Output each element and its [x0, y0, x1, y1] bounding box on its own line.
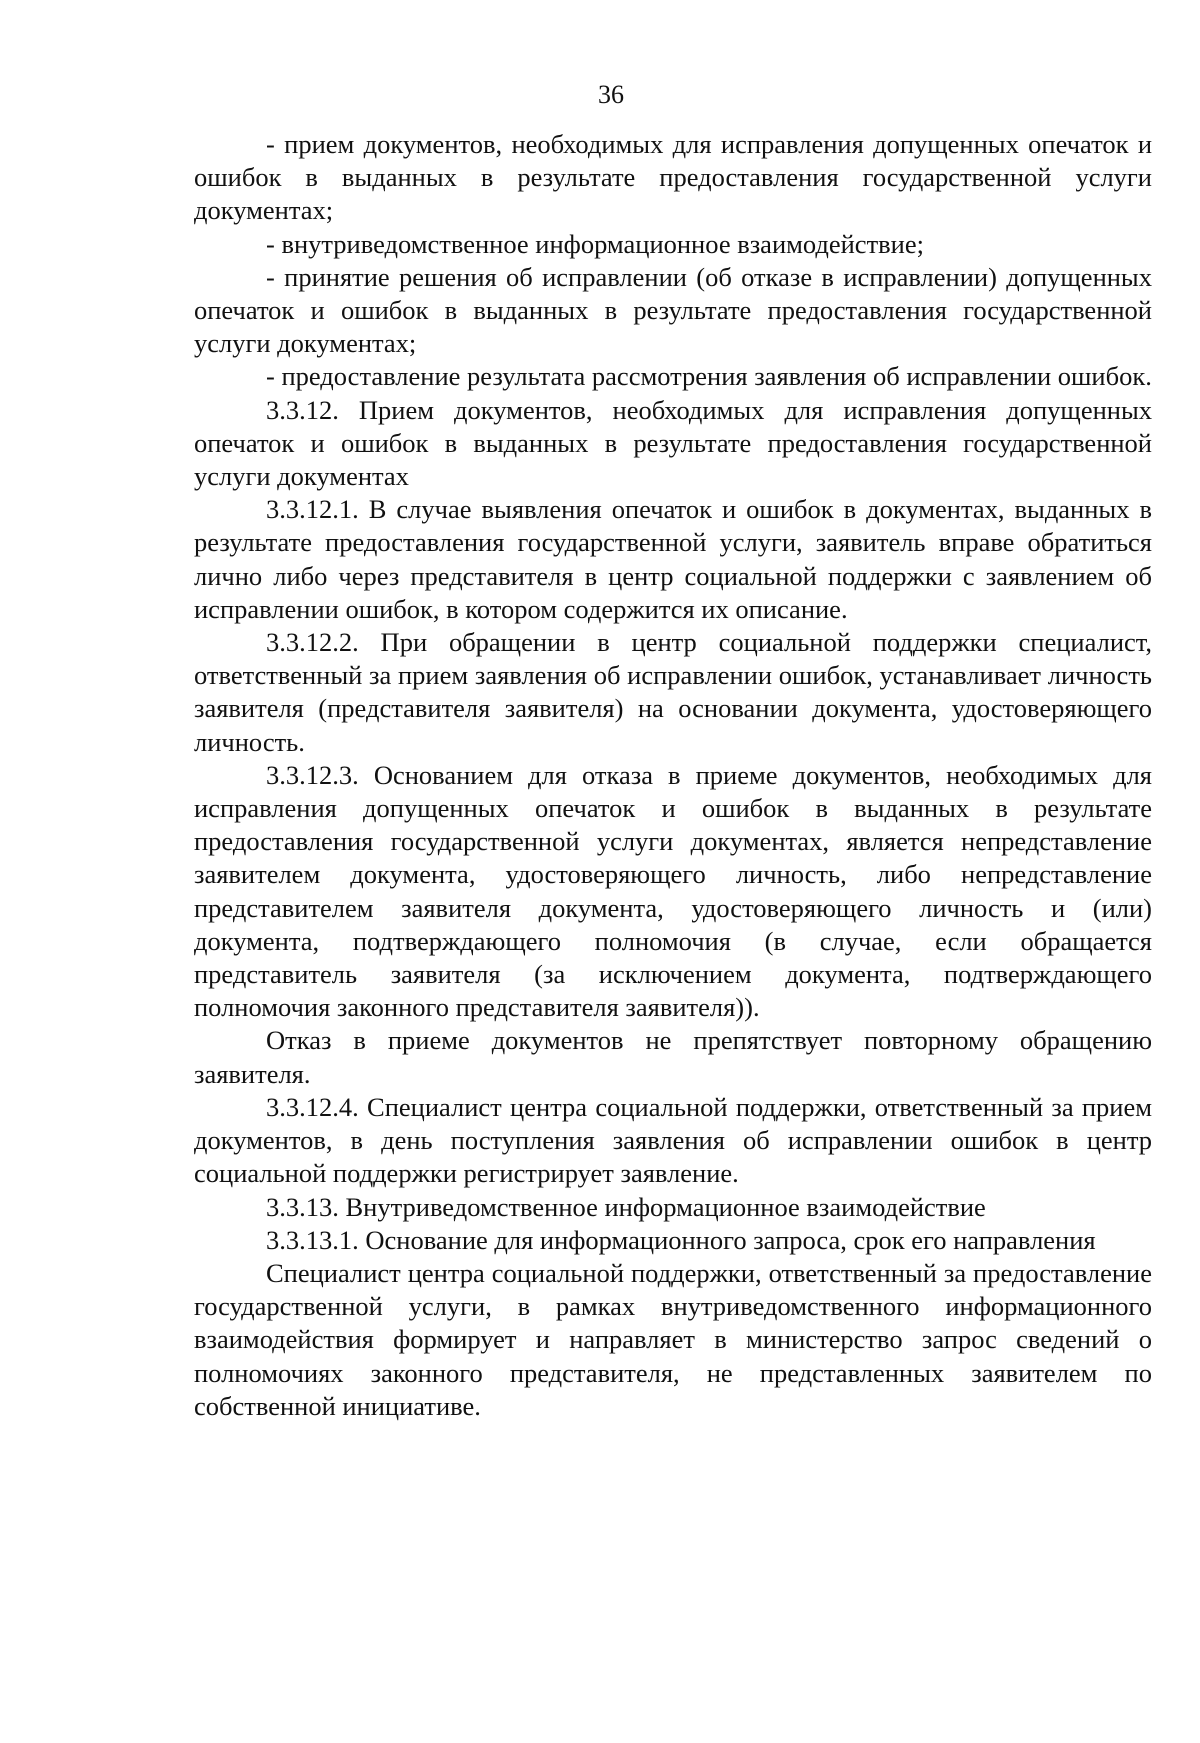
- clause-3-3-12-1: 3.3.12.1. В случае выявления опечаток и ошибок в документах, выданных в результате предоставления государственной услуги, заявитель вправе обратиться лично либо через представителя в центр социальной поддержки с заявлением об исправлении ошибок, в котором содержится их описание.: [194, 494, 1152, 624]
- paragraph-list-item-result: - предоставление результата рассмотрения заявления об исправлении ошибок.: [266, 361, 1152, 392]
- paragraph-refusal-note: Отказ в приеме документов не препятствует повторному обращению заявителя.: [194, 1025, 1152, 1089]
- paragraph-list-item-interaction: - внутриведомственное информационное взаимодействие;: [266, 228, 924, 259]
- section-heading-3-3-12: 3.3.12. Прием документов, необходимых для исправления допущенных опечаток и ошибок в выданных в результате предоставления государственной услуги документах: [194, 394, 1152, 492]
- clause-3-3-12-2: 3.3.12.2. При обращении в центр социальной поддержки специалист, ответственный за прием заявления об исправлении ошибок, устанавливает личность заявителя (представителя заявителя) на основании документа, удостоверяющего личность.: [194, 627, 1152, 757]
- paragraph-specialist-request: Специалист центра социальной поддержки, ответственный за предоставление государственной услуги, в рамках внутриведомственного информационного взаимодействия формирует и направляет в министерство запрос сведений о полномочиях законного представителя, не представленных заявителем по собственной инициативе.: [194, 1257, 1152, 1421]
- clause-3-3-12-4: 3.3.12.4. Специалист центра социальной поддержки, ответственный за прием документов, в день поступления заявления об исправлении ошибок в центр социальной поддержки регистрирует заявление.: [194, 1091, 1152, 1189]
- section-heading-3-3-13: 3.3.13. Внутриведомственное информационное взаимодействие: [266, 1191, 986, 1222]
- page-number: 36: [598, 80, 624, 109]
- paragraph-list-item-decision: - принятие решения об исправлении (об отказе в исправлении) допущенных опечаток и ошибок в выданных в результате предоставления государственной услуги документах;: [194, 261, 1152, 359]
- clause-3-3-12-3: 3.3.12.3. Основанием для отказа в приеме документов, необходимых для исправления допущенных опечаток и ошибок в выданных в результате предоставления государственной услуги документах, является непредставление заявителем документа, удостоверяющего личность, либо непредставление представителем заявителя документа, удостоверяющего личность и (или) документа, подтверждающего полномочия (в случае, если обращается представитель заявителя (за исключением документа, подтверждающего полномочия законного представителя заявителя)).: [194, 759, 1152, 1023]
- paragraph-list-item-documents-intake: - прием документов, необходимых для исправления допущенных опечаток и ошибок в выданных в результате предоставления государственной услуги документах;: [194, 129, 1152, 226]
- clause-3-3-13-1: 3.3.13.1. Основание для информационного запроса, срок его направления: [266, 1224, 1096, 1255]
- document-body: [194, 128, 1152, 1423]
